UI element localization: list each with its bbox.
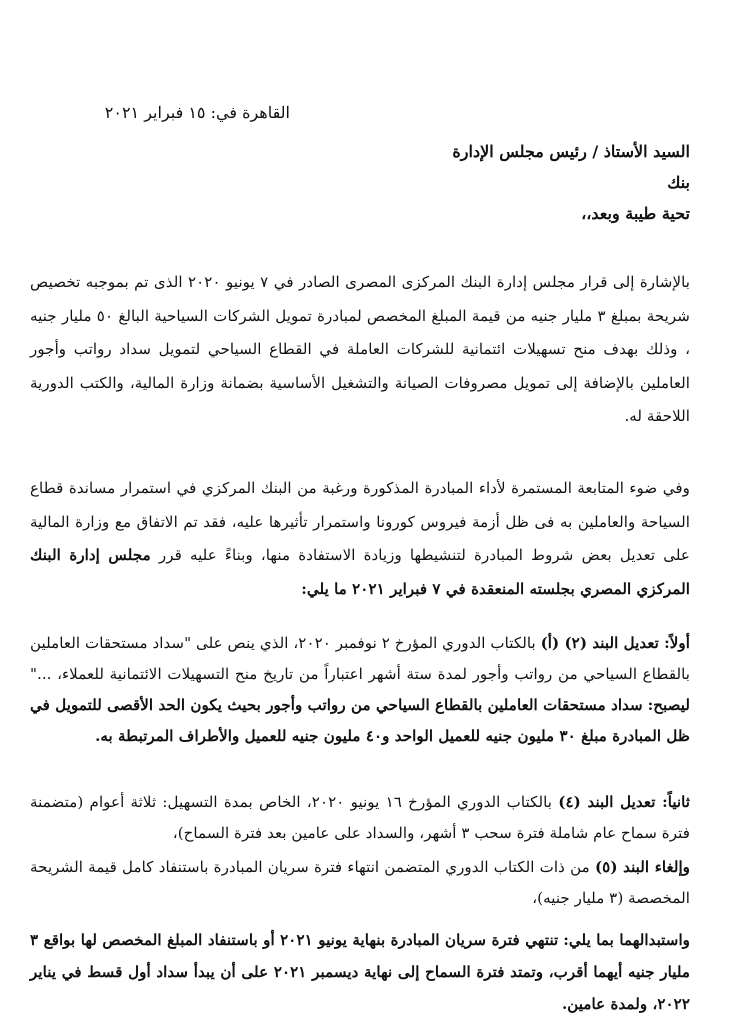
first-amendment-text: بالكتاب الدوري المؤرخ ٢ نوفمبر ٢٠٢٠، الذي ينص على "سداد مستحقات العاملين بالقطاع السياحي من رواتب وأجور لمدة ستة أشهر اعتباراً من تاريخ منح التسهيلات الائتمانية للعملاء، ...": [30, 634, 690, 683]
recipient-block: [390, 136, 690, 229]
cancellation-label: وإلغاء البند (٥): [594, 858, 691, 876]
replacement-label: واستبدالهما بما يلي:: [563, 931, 691, 949]
becomes-label: ليصبح:: [647, 696, 691, 714]
second-amendment-label: ثانياً: تعديل البند (٤): [558, 793, 691, 811]
becomes-text: سداد مستحقات العاملين بالقطاع السياحي من رواتب وأجور بحيث يكون الحد الأقصى للتمويل في ظل المبادرة مبلغ ٣٠ مليون جنيه للعميل الواحد و٤٠ مليون جنيه للعميل والأطراف المرتبطة به.: [30, 696, 690, 745]
recipient-title: السيد الأستاذ / رئيس مجلس الإدارة: [452, 142, 690, 161]
replacement-text: تنتهي فترة سريان المبادرة بنهاية يونيو ٢٠٢١ أو باستنفاد المبلغ المخصص لها بواقع ٣ مليار جنيه أيهما أقرب، وتمتد فترة السماح إلى نهاية ديسمبر ٢٠٢١ على أن يبدأ سداد أول قسط في يناير ٢٠٢٢، ولمدة عامين.: [30, 931, 690, 1013]
context-text: وفي ضوء المتابعة المستمرة لأداء المبادرة المذكورة ورغبة من البنك المركزي في استمرار مساندة قطاع السياحة والعاملين به فى ظل أزمة فيروس كورونا واستمرار تأثيرها عليه، فقد تم الاتفاق مع وزارة المالية على تعديل بعض شروط المبادرة لتنشيطها وزيادة الاستفادة منها، وبناءً عليه قرر: [30, 479, 690, 564]
second-amendment-text: بالكتاب الدوري المؤرخ ١٦ يونيو ٢٠٢٠، الخاص بمدة التسهيل: ثلاثة أعوام (متضمنة فترة سماح عام شاملة فترة سحب ٣ أشهر، والسداد على عامين بعد فترة السماح)،: [30, 793, 690, 842]
paragraph-reference: بالإشارة إلى قرار مجلس إدارة البنك المركزى المصرى الصادر في ٧ يونيو ٢٠٢٠ الذى تم بموجبه تخصيص شريحة بمبلغ ٣ مليار جنيه من قيمة المبلغ المخصص لمبادرة تمويل الشركات السياحية البالغ ٥٠ مليار جنيه ، وذلك بهدف منح تسهيلات ائتمانية للشركات العاملة في القطاع السياحي لتمويل سداد رواتب وأجور العاملين بالإضافة إلى تمويل مصروفات الصيانة والتشغيل الأساسية بضمانة وزارة المالية، والكتب الدورية اللاحقة له.: [30, 273, 690, 425]
paragraph-context: [30, 472, 690, 606]
cancellation-text: من ذات الكتاب الدوري المتضمن انتهاء فترة سريان المبادرة باستنفاد كامل قيمة الشريحة المخصصة (٣ مليار جنيه)،: [30, 858, 690, 907]
board-decision-text: مجلس إدارة البنك المركزي المصري بجلسته المنعقدة في ٧ فبراير ٢٠٢١ ما يلي:: [30, 546, 690, 598]
letter-date: القاهرة في: ١٥ فبراير ٢٠٢١: [104, 103, 290, 122]
recipient-bank: بنك: [667, 173, 690, 192]
paragraph-cancellation: [30, 852, 690, 914]
paragraph-first-amendment: [30, 628, 690, 752]
greeting: تحية طيبة وبعد،،: [581, 204, 690, 223]
first-amendment-label: أولاً: تعديل البند (٢) (أ): [540, 634, 690, 652]
paragraph-second-amendment: [30, 787, 690, 849]
paragraph-replacement: [30, 924, 690, 1020]
